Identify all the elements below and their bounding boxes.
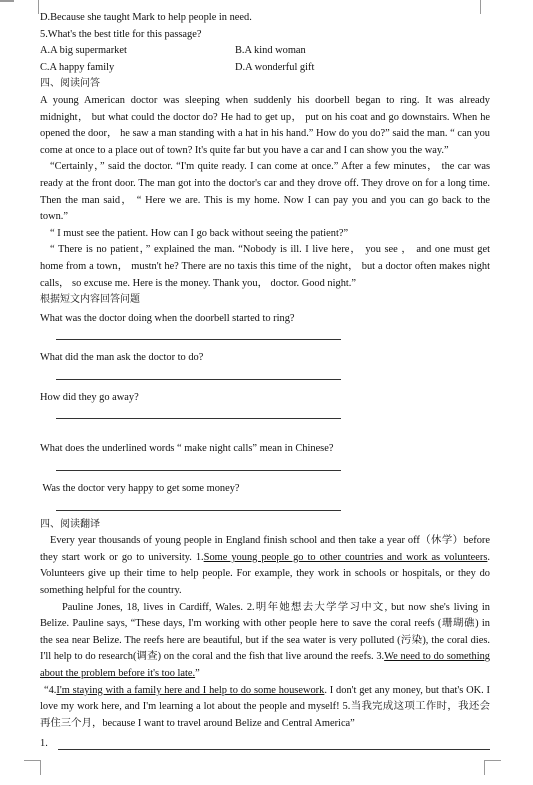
translation-p1-text-b: . Volunteers give up their time to help people. For example, they work in schools or hospitals, or they do something helpful for the country. bbox=[40, 551, 491, 597]
corner-mark-top-left bbox=[24, 0, 39, 14]
instruction-text: 根据短文内容回答问题 bbox=[40, 294, 140, 306]
underlined-sentence-1: Some young people go to other countries and work as volunteers bbox=[203, 551, 488, 563]
question-2: What did the man ask the doctor to do? bbox=[40, 352, 204, 364]
question-5: 5.What's the best title for this passage? bbox=[40, 28, 202, 40]
answer-line-4[interactable] bbox=[56, 470, 341, 471]
passage-paragraph-4 bbox=[40, 242, 490, 292]
translation-p2-text-b: ” bbox=[195, 668, 200, 679]
underlined-sentence-3: We need to do something about the problem before it's too late. bbox=[40, 651, 490, 679]
section-heading-reading-translation: 四、阅读翻译 bbox=[40, 518, 100, 530]
option-d: D.A wonderful gift bbox=[235, 61, 315, 73]
question-5-answer: Was the doctor very happy to get some money? bbox=[40, 483, 240, 495]
translation-answer-line-1[interactable] bbox=[58, 749, 490, 750]
underlined-sentence-4: I'm staying with a family here and I help to do some housework bbox=[56, 684, 325, 696]
question-4: What does the underlined words “ make night calls” mean in Chinese? bbox=[40, 443, 334, 455]
translation-p1-text-a: Every year thousands of young people in England finish school and then take a year off（休学）before they start work or go to university. 1. bbox=[40, 535, 490, 563]
translation-p3-text-b: . I don't get any money, but that's OK. I love my work here, and I'm learning a lot about the people and myself! 5.当我完成这项工作时，我还会再住三个月，because I want to travel around Belize and Central America” bbox=[40, 684, 490, 729]
translation-p3-text-a: “4. bbox=[44, 684, 57, 696]
translation-p2-text-a: Pauline Jones, 18, lives in Cardiff, Wales. 2.明年她想去大学学习中文, but now she's living in Belize. Pauline says, “These days, I'm working with other people here to save the coral reefs (珊瑚礁) in the sea near Belize. The reefs here are beautiful, but if the sea water is very polluted (污染), the coral dies. I'll help to do research(调查) on the coral and the fish that live around the reefs. 3. bbox=[40, 601, 490, 663]
question-1: What was the doctor doing when the doorbell started to ring? bbox=[40, 312, 295, 324]
option-d-prev: D.Because she taught Mark to help people in need. bbox=[40, 12, 252, 23]
translation-answer-1 bbox=[40, 736, 490, 753]
answer-line-1[interactable] bbox=[56, 339, 341, 340]
corner-mark-bottom-left bbox=[24, 760, 41, 775]
option-b: B.A kind woman bbox=[235, 45, 306, 57]
document-page bbox=[40, 10, 490, 753]
paragraph-4-text-c: ， so excuse me. Here is the money. Thank you， doctor. Good night.” bbox=[59, 277, 356, 289]
translation-paragraph-2 bbox=[40, 600, 490, 683]
answer-line-5[interactable] bbox=[56, 510, 341, 511]
translation-paragraph-3 bbox=[40, 683, 490, 733]
passage-paragraph-1: A young American doctor was sleeping when suddenly his doorbell began to ring. It was already midnight， but what could the doctor do? He had to get up， put on his coat and go downstairs. When he opened the door， he saw a man standing with a hat in his hand.” How do you do?” said the man. “ can you come at once to a place out of town? It's quite far but you have a car and I can show you the way.” bbox=[40, 94, 490, 156]
answer-line-2[interactable] bbox=[56, 379, 341, 380]
passage-paragraph-3: “ I must see the patient. How can I go back without seeing the patient?” bbox=[50, 227, 349, 239]
corner-mark-bottom-right bbox=[484, 760, 501, 775]
options-row-1 bbox=[40, 43, 490, 60]
option-c: C.A happy family bbox=[40, 61, 115, 73]
paragraph-4-text-b: makes night calls bbox=[40, 260, 490, 289]
question-3: How did they go away? bbox=[40, 391, 139, 403]
passage-paragraph-2: “Certainly，” said the doctor. “I'm quite ready. I can come at once.” After a few minutes， the car was ready at the front door. The man got into the doctor's car and they drove off. They drove on for a long time. Then the man said， “ Here we are. This is my home. Now I can pay you and you can go back to the town.” bbox=[40, 161, 490, 223]
option-a: A.A big supermarket bbox=[40, 45, 127, 57]
paragraph-4-text-a: “ There is no patient，” explained the man. “Nobody is ill. I live here， you see ， and one must get home from a town， mustn't he? There are no taxis this time of the night， but a doctor often bbox=[40, 244, 490, 272]
translation-paragraph-1 bbox=[40, 533, 490, 599]
answer-line-3[interactable] bbox=[56, 418, 341, 419]
section-heading-reading-qa: 四、阅读问答 bbox=[40, 78, 100, 90]
corner-mark-top-right-h bbox=[0, 1, 14, 2]
options-row-2 bbox=[40, 60, 490, 77]
translation-answer-1-label: 1. bbox=[40, 738, 48, 750]
